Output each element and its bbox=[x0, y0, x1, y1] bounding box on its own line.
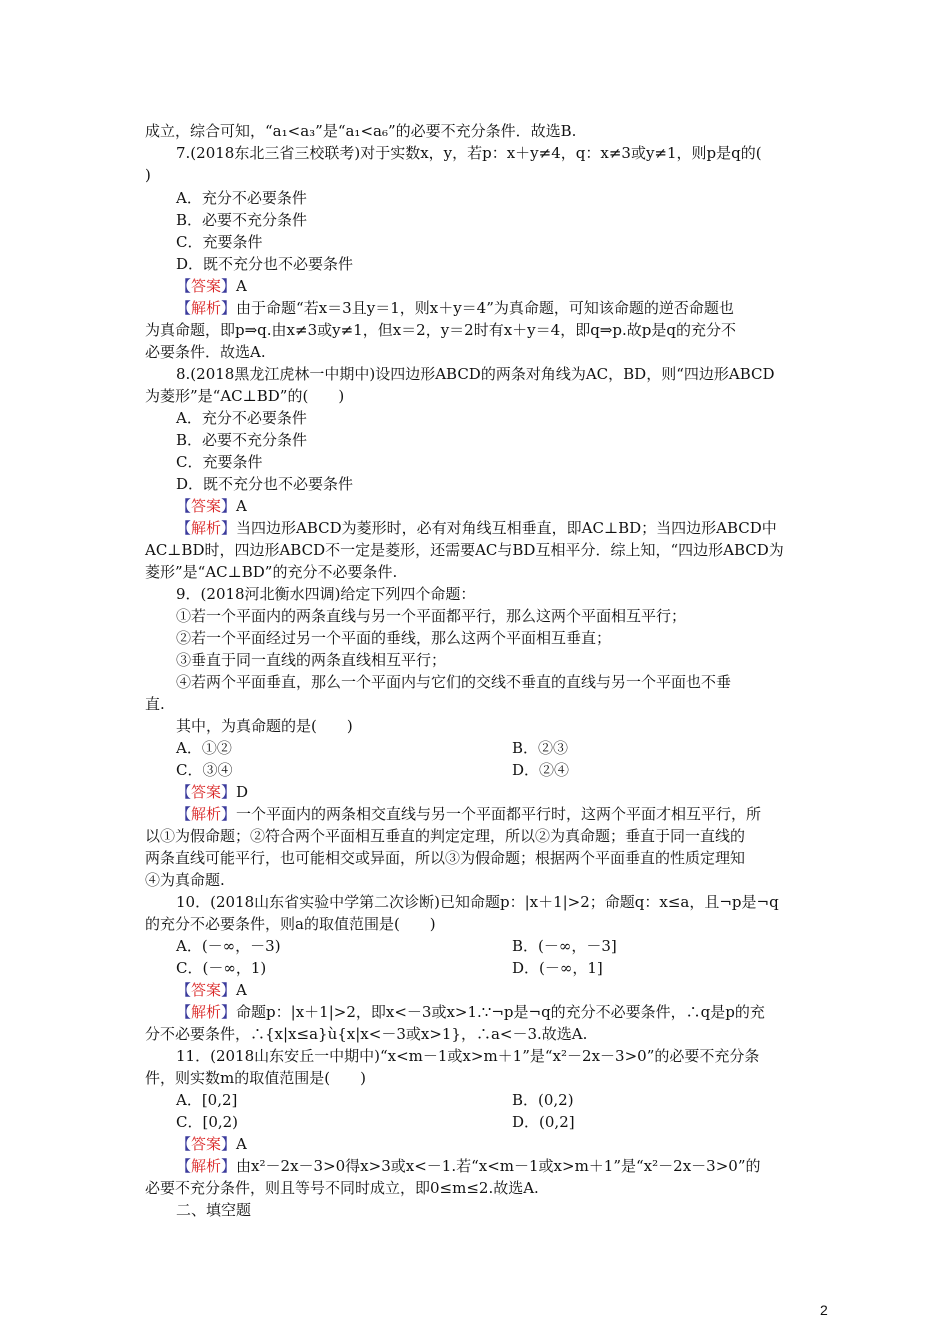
question-9-stem: 9．(2018河北衡水四调)给定下列四个命题： bbox=[176, 585, 476, 603]
option-a: A．充分不必要条件 bbox=[176, 189, 307, 207]
question-10-stem: 10．(2018山东省实验中学第二次诊断)已知命题p：|x＋1|>2；命题q：x≤a，且¬p是¬q bbox=[176, 893, 779, 911]
option-d: D．既不充分也不必要条件 bbox=[176, 255, 354, 273]
analysis-line: 【解析】由x²－2x－3>0得x>3或x<－1.若“x<m－1或x>m＋1”是“x²－2x－3>0”的 bbox=[176, 1157, 761, 1175]
answer-line: 【答案】D bbox=[176, 783, 249, 801]
text-line: 菱形”是“AC⊥BD”的充分不必要条件. bbox=[145, 563, 398, 581]
answer-line: 【答案】A bbox=[176, 1135, 247, 1153]
option-c: C．(－∞，1) bbox=[176, 959, 267, 977]
text-line: 直. bbox=[145, 695, 165, 713]
answer-tag: 【答案】 bbox=[176, 1135, 237, 1153]
answer-tag: 【答案】 bbox=[176, 277, 237, 295]
analysis-tag: 【解析】 bbox=[176, 519, 237, 537]
answer-line: 【答案】A bbox=[176, 497, 247, 515]
option-b: B．必要不充分条件 bbox=[176, 431, 308, 449]
proposition-3: ③垂直于同一直线的两条直线相互平行； bbox=[176, 651, 447, 669]
page-number: 2 bbox=[820, 1302, 828, 1318]
text-line: ④为真命题. bbox=[145, 871, 225, 889]
analysis-line: 【解析】命题p：|x＋1|>2，即x<－3或x>1.∵¬p是¬q的充分不必要条件，∴q是p的充 bbox=[176, 1003, 765, 1021]
option-a: A．(－∞，－3) bbox=[176, 937, 281, 955]
answer-tag: 【答案】 bbox=[176, 981, 237, 999]
question-11-stem: 11．(2018山东安丘一中期中)“x<m－1或x>m＋1”是“x²－2x－3>0”的必要不充分条 bbox=[176, 1047, 760, 1065]
question-8-stem: 8.(2018黑龙江虎林一中期中)设四边形ABCD的两条对角线为AC，BD，则“四边形ABCD bbox=[176, 365, 775, 383]
text-line: 以①为假命题；②符合两个平面相互垂直的判定定理，所以②为真命题；垂直于同一直线的 bbox=[145, 827, 746, 845]
text-line: 成立，综合可知，“a₁<a₃”是“a₁<a₆”的必要不充分条件．故选B. bbox=[145, 122, 577, 140]
option-d: D．既不充分也不必要条件 bbox=[176, 475, 354, 493]
option-b: B．(0,2) bbox=[512, 1091, 574, 1109]
option-d: D．(－∞，1] bbox=[512, 959, 603, 977]
text-line: 为真命题，即p⇒q.由x≠3或y≠1，但x＝2，y＝2时有x＋y＝4，即q⇒p.故p是q的充分不 bbox=[145, 321, 736, 339]
text-line: 件，则实数m的取值范围是( ) bbox=[145, 1069, 366, 1087]
option-c: C．③④ bbox=[176, 761, 233, 779]
text-line: 必要条件．故选A. bbox=[145, 343, 266, 361]
analysis-tag: 【解析】 bbox=[176, 1157, 237, 1175]
option-c: C．充要条件 bbox=[176, 453, 263, 471]
text-line: 分不必要条件，∴{x|x≤a}ù{x|x<－3或x>1}，∴a<－3.故选A. bbox=[145, 1025, 588, 1043]
option-b: B．必要不充分条件 bbox=[176, 211, 308, 229]
analysis-line: 【解析】由于命题“若x＝3且y＝1，则x＋y＝4”为真命题，可知该命题的逆否命题也 bbox=[176, 299, 734, 317]
option-b: B．②③ bbox=[512, 739, 569, 757]
text-line: 的充分不必要条件，则a的取值范围是( ) bbox=[145, 915, 436, 933]
analysis-tag: 【解析】 bbox=[176, 299, 237, 317]
analysis-line: 【解析】一个平面内的两条相交直线与另一个平面都平行时，这两个平面才相互平行，所 bbox=[176, 805, 762, 823]
option-d: D．②④ bbox=[512, 761, 570, 779]
text-line: 两条直线可能平行，也可能相交或异面，所以③为假命题；根据两个平面垂直的性质定理知 bbox=[145, 849, 746, 867]
answer-tag: 【答案】 bbox=[176, 497, 237, 515]
analysis-tag: 【解析】 bbox=[176, 805, 237, 823]
option-b: B．(－∞，－3] bbox=[512, 937, 617, 955]
proposition-2: ②若一个平面经过另一个平面的垂线，那么这两个平面相互垂直； bbox=[176, 629, 612, 647]
analysis-tag: 【解析】 bbox=[176, 1003, 237, 1021]
option-a: A．[0,2] bbox=[176, 1091, 238, 1109]
text-line: 必要不充分条件，则且等号不同时成立，即0≤m≤2.故选A. bbox=[145, 1179, 539, 1197]
option-c: C．充要条件 bbox=[176, 233, 263, 251]
text-line: AC⊥BD时，四边形ABCD不一定是菱形，还需要AC与BD互相平分．综上知，“四边形ABCD为 bbox=[145, 541, 784, 559]
answer-tag: 【答案】 bbox=[176, 783, 237, 801]
question-7-stem: 7.(2018东北三省三校联考)对于实数x，y，若p：x＋y≠4，q：x≠3或y≠1，则p是q的( bbox=[176, 144, 762, 162]
proposition-1: ①若一个平面内的两条直线与另一个平面都平行，那么这两个平面相互平行； bbox=[176, 607, 687, 625]
option-a: A．充分不必要条件 bbox=[176, 409, 307, 427]
analysis-line: 【解析】当四边形ABCD为菱形时，必有对角线互相垂直，即AC⊥BD；当四边形ABCD中 bbox=[176, 519, 777, 537]
section-heading: 二、填空题 bbox=[176, 1201, 252, 1219]
option-d: D．(0,2] bbox=[512, 1113, 575, 1131]
text-line: ) bbox=[145, 166, 151, 184]
option-c: C．[0,2) bbox=[176, 1113, 239, 1131]
question-prompt: 其中，为真命题的是( ) bbox=[176, 717, 353, 735]
proposition-4: ④若两个平面垂直，那么一个平面内与它们的交线不垂直的直线与另一个平面也不垂 bbox=[176, 673, 732, 691]
answer-line: 【答案】A bbox=[176, 277, 247, 295]
option-a: A．①② bbox=[176, 739, 232, 757]
text-line: 为菱形”是“AC⊥BD”的( ) bbox=[145, 387, 345, 405]
answer-line: 【答案】A bbox=[176, 981, 247, 999]
